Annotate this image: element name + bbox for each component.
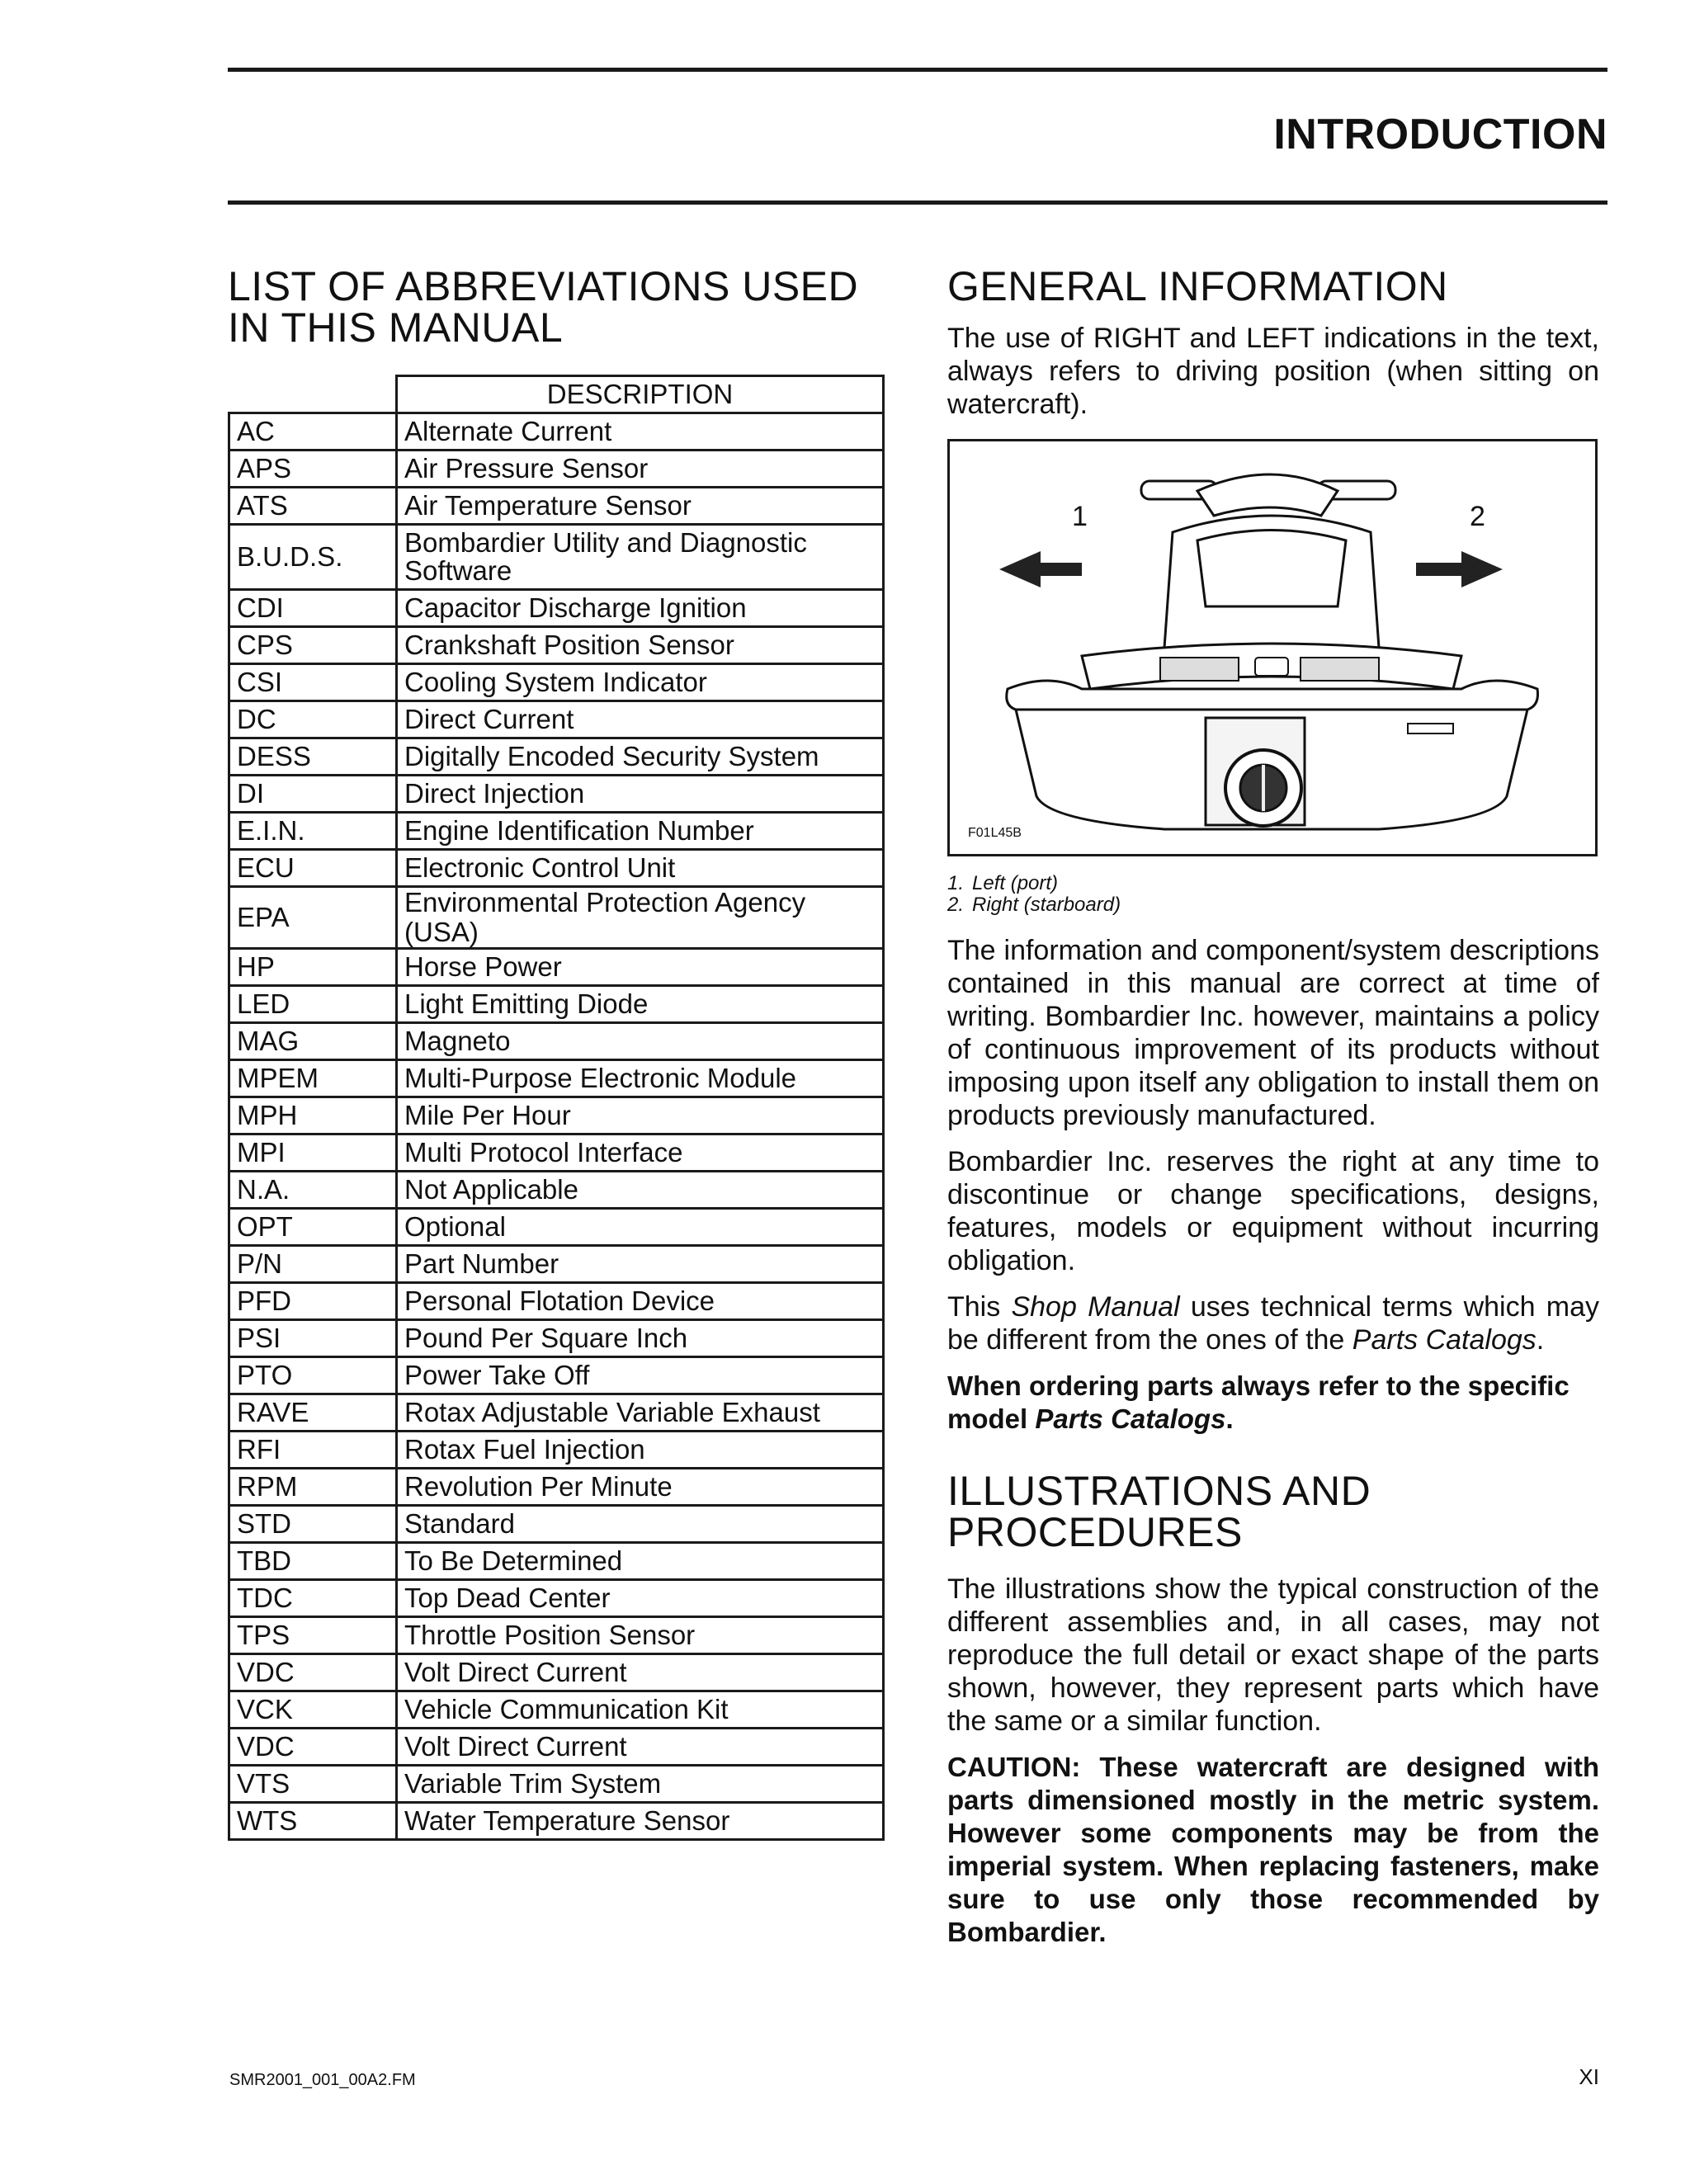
abbreviation-code: B.U.D.S. — [229, 525, 397, 590]
side-plate — [1408, 724, 1453, 734]
abbreviation-description: Water Temperature Sensor — [397, 1803, 884, 1840]
abbreviation-code: RPM — [229, 1469, 397, 1506]
abbreviation-description: Environmental Protection Agency (USA) — [397, 887, 884, 949]
abbreviation-description: Rotax Fuel Injection — [397, 1432, 884, 1469]
table-row — [229, 664, 884, 701]
figure-label-2: 2 — [1470, 501, 1485, 532]
abbreviation-code: HP — [229, 949, 397, 986]
right-decal — [1301, 658, 1379, 681]
general-information-intro: The use of RIGHT and LEFT indications in the text, always refers to driving position (when sitting on watercraft). — [947, 323, 1599, 420]
abbreviation-code: MPI — [229, 1134, 397, 1172]
abbreviation-description: Top Dead Center — [397, 1580, 884, 1617]
abbreviation-code: VCK — [229, 1691, 397, 1729]
footer-page-number: XI — [1579, 2064, 1599, 2089]
table-header-row — [229, 376, 884, 413]
abbreviation-code: CPS — [229, 627, 397, 664]
abbreviation-description: Not Applicable — [397, 1172, 884, 1209]
abbreviation-code: E.I.N. — [229, 813, 397, 850]
abbreviation-code: VDC — [229, 1729, 397, 1766]
abbreviations-title — [228, 263, 888, 351]
info-paragraph-3 — [947, 1290, 1599, 1356]
abbreviation-description: Volt Direct Current — [397, 1729, 884, 1766]
abbreviation-code: TDC — [229, 1580, 397, 1617]
table-row — [229, 949, 884, 986]
abbreviation-code: RFI — [229, 1432, 397, 1469]
abbreviation-code: PTO — [229, 1357, 397, 1394]
abbreviation-description: Revolution Per Minute — [397, 1469, 884, 1506]
section-title: INTRODUCTION — [1273, 111, 1607, 158]
legend-number: 2. — [947, 894, 965, 916]
table-header-description: DESCRIPTION — [397, 376, 884, 413]
abbreviation-description: Capacitor Discharge Ignition — [397, 590, 884, 627]
abbreviation-description: Horse Power — [397, 949, 884, 986]
abbreviation-code: EPA — [229, 887, 397, 949]
abbreviation-description: Air Temperature Sensor — [397, 488, 884, 525]
abbreviation-code: P/N — [229, 1246, 397, 1283]
table-row — [229, 1134, 884, 1172]
handlebar-pad — [1197, 474, 1338, 516]
footer-file-name: SMR2001_001_00A2.FM — [229, 2071, 416, 2089]
parts-catalogs-emphasis: Parts Catalogs — [1352, 1324, 1537, 1356]
table-row — [229, 701, 884, 738]
figure-legend — [947, 873, 1599, 916]
seat-outline — [1197, 531, 1346, 607]
table-row — [229, 1654, 884, 1691]
table-row — [229, 1060, 884, 1097]
abbreviation-code: DC — [229, 701, 397, 738]
table-row — [229, 850, 884, 887]
abbreviation-code: DI — [229, 776, 397, 813]
table-row — [229, 738, 884, 776]
abbreviation-description: Standard — [397, 1506, 884, 1543]
caution-note — [947, 1751, 1599, 1949]
abbreviation-code: ATS — [229, 488, 397, 525]
table-row — [229, 1766, 884, 1803]
abbreviation-code: CDI — [229, 590, 397, 627]
table-row — [229, 488, 884, 525]
abbreviation-description: Magneto — [397, 1023, 884, 1060]
para3-text-a: This — [947, 1291, 1012, 1323]
table-row — [229, 450, 884, 488]
abbreviation-code: OPT — [229, 1209, 397, 1246]
illustrations-title-line1: ILLUSTRATIONS AND — [947, 1468, 1371, 1514]
abbreviation-code: VTS — [229, 1766, 397, 1803]
table-row — [229, 1506, 884, 1543]
caution-text: These watercraft are designed with parts dimensioned mostly in the metric system. However some components may be from the imperial system. When replacing fasteners, make sure to use only those recommended by Bombardier. — [947, 1752, 1599, 1947]
abbreviation-code: RAVE — [229, 1394, 397, 1432]
abbreviation-description: Vehicle Communication Kit — [397, 1691, 884, 1729]
table-row — [229, 1357, 884, 1394]
table-row — [229, 1432, 884, 1469]
illustrations-paragraph: The illustrations show the typical construction of the different assemblies and, in all cases, may not reproduce the full detail or exact shape of the parts shown, however, they represent parts which have the same or a similar function. — [947, 1573, 1599, 1737]
center-badge — [1255, 658, 1288, 676]
table-row — [229, 627, 884, 664]
figure-label-1: 1 — [1072, 501, 1088, 532]
abbreviation-description: Cooling System Indicator — [397, 664, 884, 701]
table-row — [229, 1172, 884, 1209]
legend-item — [947, 894, 1599, 916]
table-row — [229, 1246, 884, 1283]
header-bottom-rule — [228, 200, 1607, 205]
abbreviation-description: Throttle Position Sensor — [397, 1617, 884, 1654]
table-row — [229, 1729, 884, 1766]
abbreviation-description: Part Number — [397, 1246, 884, 1283]
abbreviation-code: MPEM — [229, 1060, 397, 1097]
table-row — [229, 1617, 884, 1654]
watercraft-illustration — [950, 441, 1595, 854]
abbreviation-description: Variable Trim System — [397, 1766, 884, 1803]
left-decal — [1160, 658, 1239, 681]
caution-label: CAUTION: — [947, 1752, 1081, 1782]
abbreviation-code: TBD — [229, 1543, 397, 1580]
table-row — [229, 413, 884, 450]
abbreviation-code: PSI — [229, 1320, 397, 1357]
illustrations-title-line2: PROCEDURES — [947, 1509, 1243, 1555]
abbreviation-code: MPH — [229, 1097, 397, 1134]
bumper-rail — [1007, 681, 1538, 710]
abbreviation-code: PFD — [229, 1283, 397, 1320]
table-row — [229, 590, 884, 627]
table-row — [229, 1580, 884, 1617]
abbreviation-description: Multi Protocol Interface — [397, 1134, 884, 1172]
abbreviation-code: MAG — [229, 1023, 397, 1060]
abbreviation-code: WTS — [229, 1803, 397, 1840]
table-row — [229, 986, 884, 1023]
abbreviation-description: Personal Flotation Device — [397, 1283, 884, 1320]
abbreviation-code: ECU — [229, 850, 397, 887]
table-row — [229, 1283, 884, 1320]
table-row — [229, 525, 884, 590]
abbreviation-code: DESS — [229, 738, 397, 776]
table-row — [229, 1023, 884, 1060]
legend-text: Right (starboard) — [972, 894, 1121, 916]
para3-text-c: . — [1536, 1324, 1545, 1356]
abbreviation-description: To Be Determined — [397, 1543, 884, 1580]
abbreviation-description: Pound Per Square Inch — [397, 1320, 884, 1357]
left-arrow-icon — [999, 551, 1082, 587]
info-paragraph-2: Bombardier Inc. reserves the right at any time to discontinue or change specifications, designs, features, models or equipment without incurring obligation. — [947, 1146, 1599, 1276]
table-row — [229, 813, 884, 850]
table-row — [229, 1691, 884, 1729]
table-row — [229, 776, 884, 813]
abbreviation-description: Rotax Adjustable Variable Exhaust — [397, 1394, 884, 1432]
header-top-rule — [228, 68, 1607, 72]
abbreviation-description: Air Pressure Sensor — [397, 450, 884, 488]
abbreviation-code: LED — [229, 986, 397, 1023]
abbreviation-code: TPS — [229, 1617, 397, 1654]
right-arrow-icon — [1416, 551, 1503, 587]
abbreviation-code: CSI — [229, 664, 397, 701]
table-row — [229, 887, 884, 949]
table-header-blank — [229, 376, 397, 413]
abbreviation-description: Direct Current — [397, 701, 884, 738]
abbreviation-description: Volt Direct Current — [397, 1654, 884, 1691]
general-information-section — [947, 263, 1599, 1949]
abbreviations-table-body — [229, 413, 884, 1840]
table-row — [229, 1209, 884, 1246]
abbreviation-description: Alternate Current — [397, 413, 884, 450]
abbreviation-code: VDC — [229, 1654, 397, 1691]
abbreviation-description: Multi-Purpose Electronic Module — [397, 1060, 884, 1097]
shop-manual-emphasis: Shop Manual — [1011, 1291, 1180, 1323]
figure-code: F01L45B — [968, 826, 1022, 840]
ordering-note — [947, 1370, 1599, 1436]
abbreviation-description: Mile Per Hour — [397, 1097, 884, 1134]
table-row — [229, 1803, 884, 1840]
abbreviations-table — [228, 375, 885, 1841]
abbreviation-code: APS — [229, 450, 397, 488]
abbreviation-description: Light Emitting Diode — [397, 986, 884, 1023]
abbreviations-title-line2: IN THIS MANUAL — [228, 304, 564, 351]
table-row — [229, 1097, 884, 1134]
table-row — [229, 1320, 884, 1357]
abbreviation-description: Power Take Off — [397, 1357, 884, 1394]
illustrations-title — [947, 1470, 1599, 1553]
abbreviation-description: Bombardier Utility and Diagnostic Software — [397, 525, 884, 590]
ordering-note-emphasis: Parts Catalogs — [1035, 1403, 1226, 1434]
table-row — [229, 1543, 884, 1580]
abbreviation-description: Optional — [397, 1209, 884, 1246]
general-information-title: GENERAL INFORMATION — [947, 263, 1448, 309]
abbreviation-description: Engine Identification Number — [397, 813, 884, 850]
abbreviation-description: Direct Injection — [397, 776, 884, 813]
legend-text: Left (port) — [972, 872, 1059, 894]
abbreviation-description: Electronic Control Unit — [397, 850, 884, 887]
abbreviation-description: Digitally Encoded Security System — [397, 738, 884, 776]
legend-item — [947, 873, 1599, 894]
abbreviations-title-line1: LIST OF ABBREVIATIONS USED — [228, 263, 859, 309]
ordering-note-text: When ordering parts always refer to the specific model — [947, 1370, 1570, 1434]
ordering-note-end: . — [1225, 1403, 1234, 1434]
abbreviation-description: Crankshaft Position Sensor — [397, 627, 884, 664]
abbreviations-section — [228, 263, 888, 1836]
legend-number: 1. — [947, 872, 965, 894]
watercraft-figure — [947, 439, 1598, 856]
abbreviation-code: N.A. — [229, 1172, 397, 1209]
table-row — [229, 1469, 884, 1506]
info-paragraph-1: The information and component/system descriptions contained in this manual are correct at time of writing. Bombardier Inc. however, maintains a policy of continuous improvement of its products without imposing upon itself any obligation to install them on products previously manufactured. — [947, 935, 1599, 1131]
abbreviation-code: STD — [229, 1506, 397, 1543]
table-row — [229, 1394, 884, 1432]
para3-text-b: uses technical terms which may be different from the ones of the — [947, 1291, 1599, 1356]
abbreviation-code: AC — [229, 413, 397, 450]
